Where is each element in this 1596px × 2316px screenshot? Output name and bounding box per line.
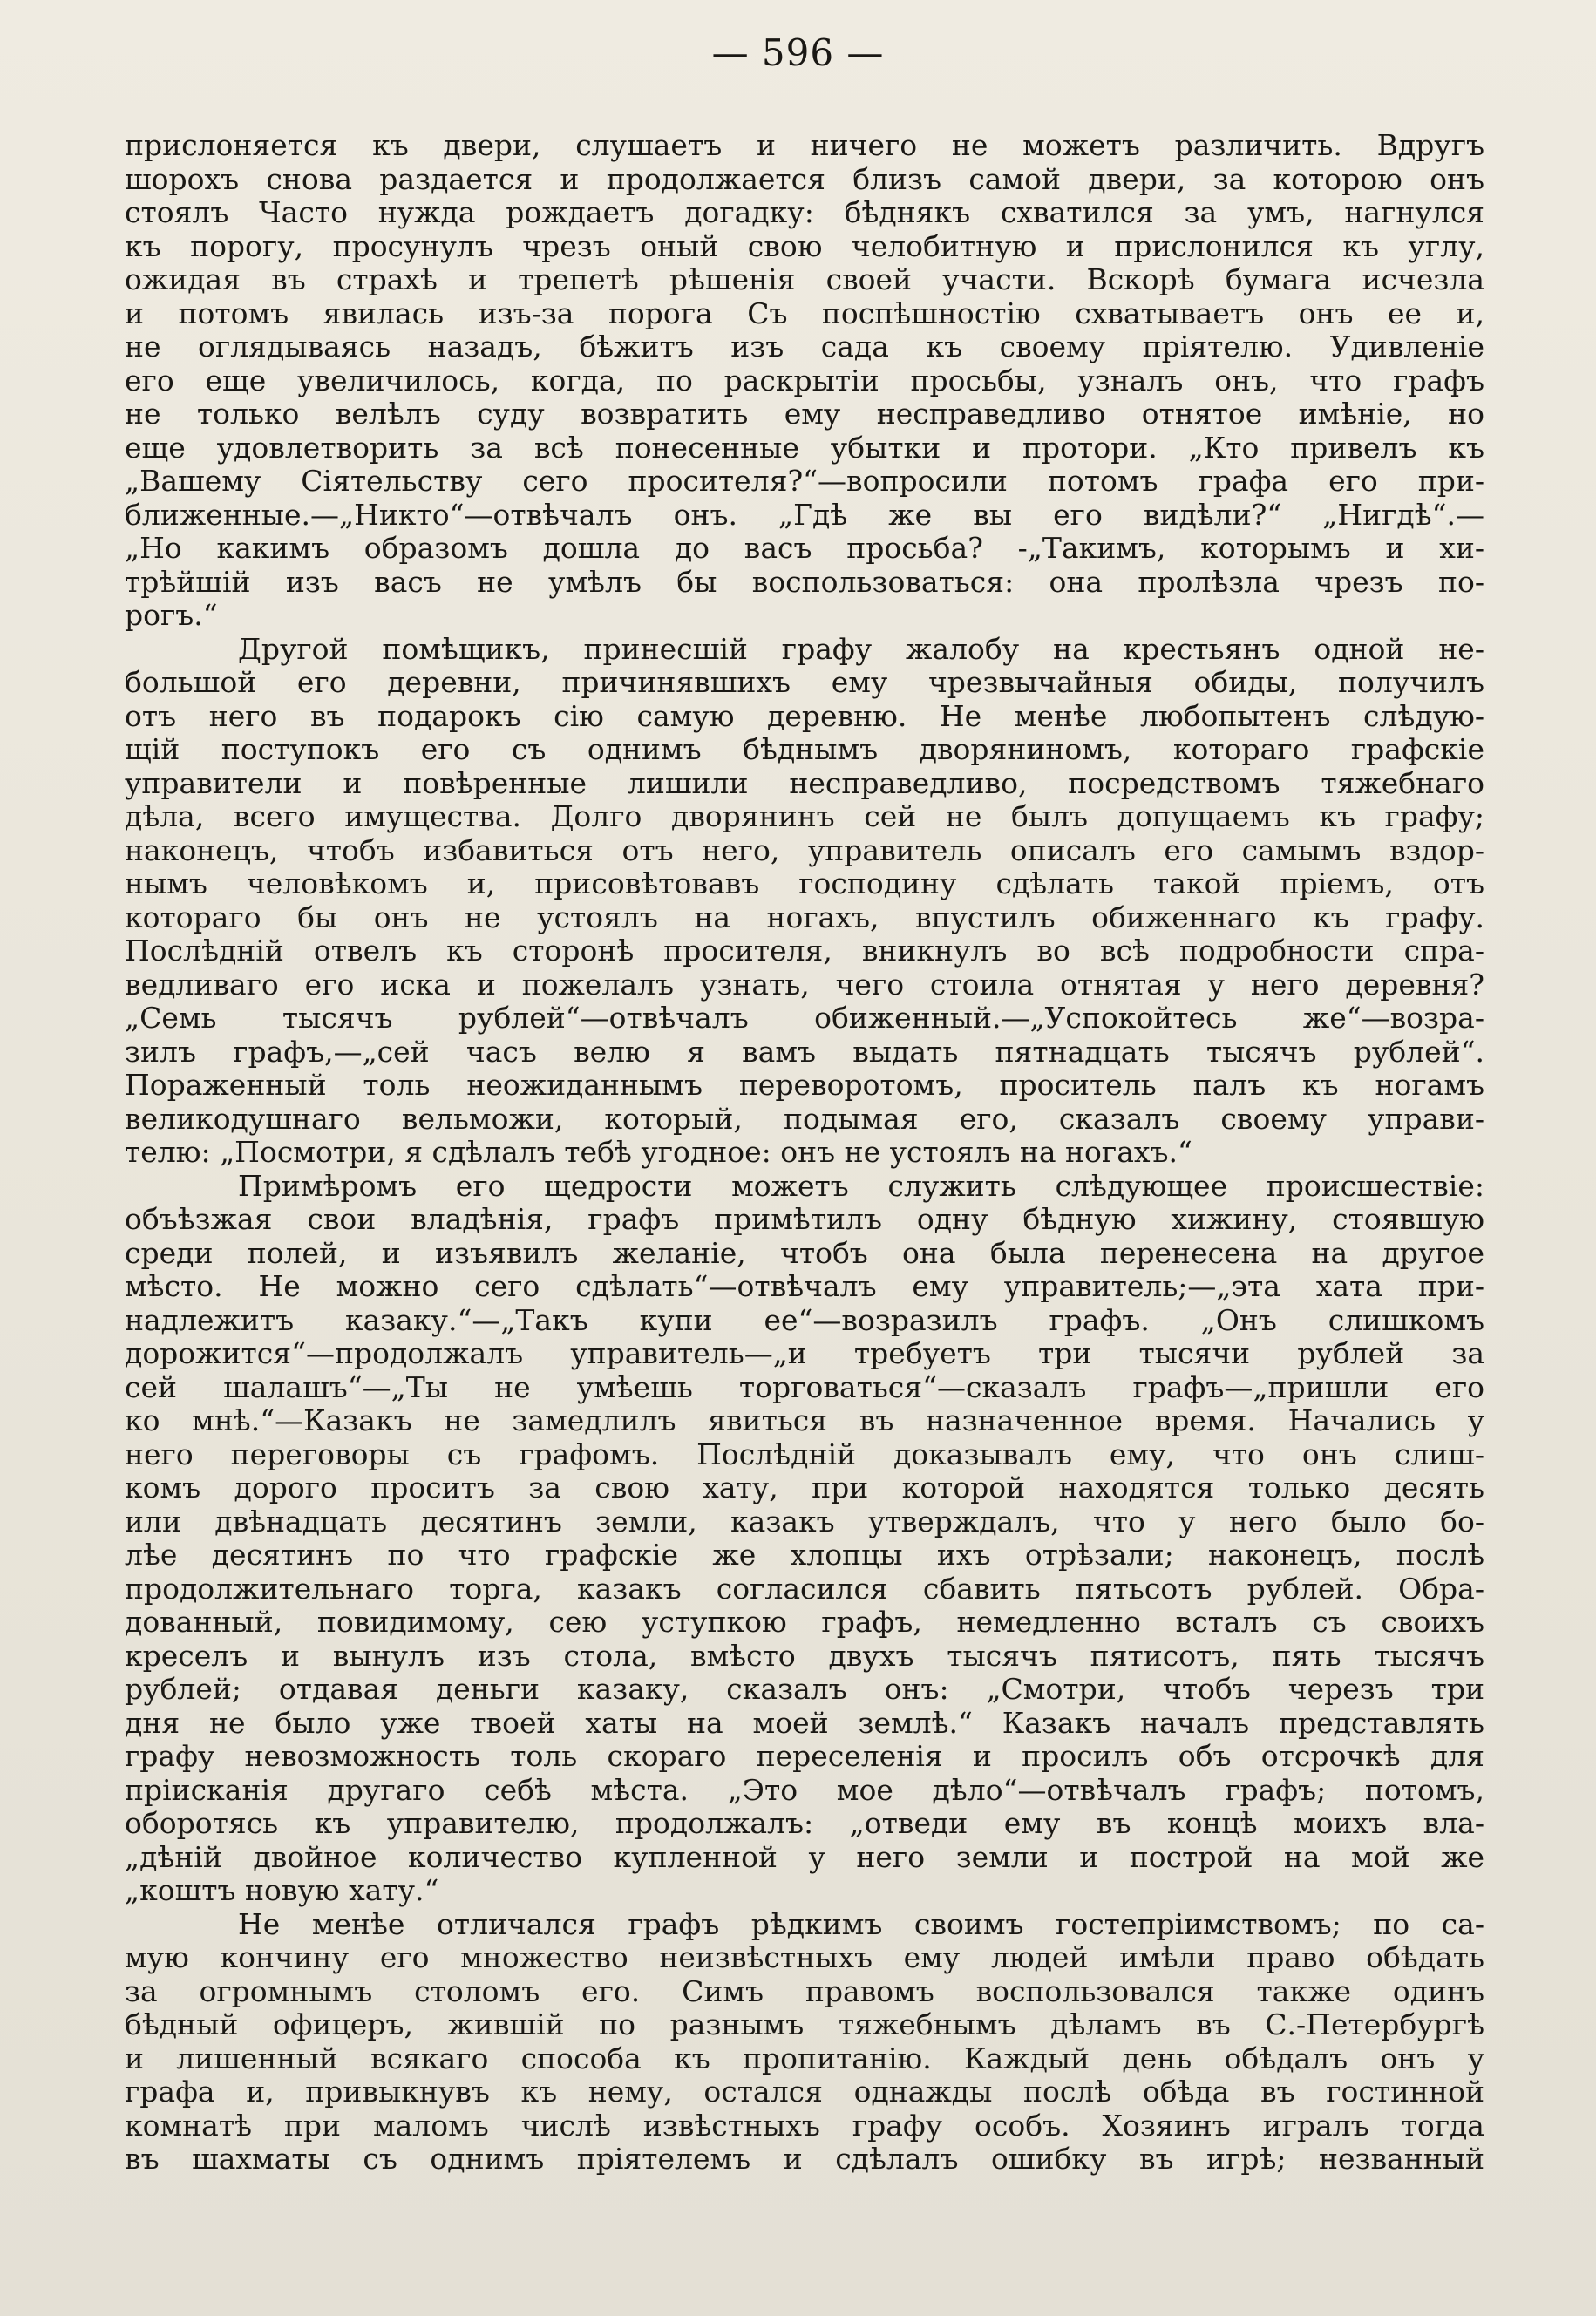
text-line: дѣла, всего имущества. Долго дворянинъ сей не былъ допущаемъ къ графу; <box>125 800 1484 833</box>
text-line: не оглядываясь назадъ, бѣжитъ изъ сада къ своему пріятелю. Удивленіе <box>125 330 1484 363</box>
text-line: рублей; отдавая деньги казаку, сказалъ онъ: „Смотри, чтобъ черезъ три <box>125 1673 1484 1706</box>
text-line: котораго бы онъ не устоялъ на ногахъ, впустилъ обиженнаго къ графу. <box>125 900 1484 934</box>
text-line: и потомъ явилась изъ-за порога Съ поспѣшностію схватываетъ онъ ее и, <box>125 296 1484 330</box>
text-line: пріисканія другаго себѣ мѣста. „Это мое дѣло“—отвѣчалъ графъ; потомъ, <box>125 1773 1484 1807</box>
text-line: или двѣнадцать десятинъ земли, казакъ утверждалъ, что у него было бо- <box>125 1504 1484 1538</box>
text-line: бѣдный офицеръ, жившій по разнымъ тяжебнымъ дѣламъ въ С.-Петербургѣ <box>125 2008 1484 2041</box>
text-line: шорохъ снова раздается и продолжается близъ самой двери, за которою онъ <box>125 162 1484 196</box>
text-line: еще удовлетворить за всѣ понесенные убытки и протори. „Кто привелъ къ <box>125 431 1484 465</box>
text-line: надлежитъ казаку.“—„Такъ купи ее“—возразилъ графъ. „Онъ слишкомъ <box>125 1303 1484 1337</box>
text-line: трѣйшій изъ васъ не умѣлъ бы воспользоваться: она пролѣзла чрезъ по- <box>125 565 1484 599</box>
text-line: прислоняется къ двери, слушаетъ и ничего не можетъ различить. Вдругъ <box>125 129 1484 162</box>
text-line: „Но какимъ образомъ дошла до васъ просьба? -„Такимъ, которымъ и хи- <box>125 532 1484 565</box>
text-line: телю: „Посмотри, я сдѣлалъ тебѣ угодное: онъ не устоялъ на ногахъ.“ <box>125 1136 1192 1169</box>
text-line: Другой помѣщикъ, принесшій графу жалобу на крестьянъ одной не- <box>238 632 1484 666</box>
text-line: „дѣній двойное количество купленной у него земли и построй на мой же <box>125 1840 1484 1874</box>
text-line: „Семь тысячъ рублей“—отвѣчалъ обиженный.—„Успокойтесь же“—возра- <box>125 1002 1484 1035</box>
text-line: наконецъ, чтобъ избавиться отъ него, управитель описалъ его самымъ вздор- <box>125 833 1484 867</box>
text-line: его еще увеличилось, когда, по раскрытіи просьбы, узналъ онъ, что графъ <box>125 363 1484 397</box>
text-line: Примѣромъ его щедрости можетъ служить слѣдующее происшествіе: <box>238 1169 1484 1203</box>
text-line: графу невозможность толь скораго переселенія и просилъ объ отсрочкѣ для <box>125 1740 1484 1773</box>
text-line: Не менѣе отличался графъ рѣдкимъ своимъ гостепріимствомъ; по са- <box>238 1907 1484 1941</box>
text-line: за огромнымъ столомъ его. Симъ правомъ воспользовался также одинъ <box>125 1974 1484 2008</box>
text-line: „коштъ новую хату.“ <box>125 1874 439 1907</box>
text-line: продолжительнаго торга, казакъ согласился сбавить пятьсотъ рублей. Обра- <box>125 1572 1484 1606</box>
text-line: рогъ.“ <box>125 599 218 632</box>
text-line: лѣе десятинъ по что графскіе же хлопцы ихъ отрѣзали; наконецъ, послѣ <box>125 1538 1484 1572</box>
page-number: — 596 — <box>711 31 885 74</box>
text-line: не только велѣлъ суду возвратить ему несправедливо отнятое имѣніе, но <box>125 397 1484 431</box>
text-line: комнатѣ при маломъ числѣ извѣстныхъ графу особъ. Хозяинъ игралъ тогда <box>125 2109 1484 2143</box>
paragraph <box>125 633 1484 1170</box>
text-line: щій поступокъ его съ однимъ бѣднымъ дворяниномъ, котораго графскіе <box>125 733 1484 766</box>
text-line: сей шалашъ“—„Ты не умѣешь торговаться“—сказалъ графъ—„пришли его <box>125 1370 1484 1404</box>
text-line: дованный, повидимому, сею уступкою графъ, немедленно всталъ съ своихъ <box>125 1606 1484 1639</box>
text-line: ведливаго его иска и пожелалъ узнать, чего стоила отнятая у него деревня? <box>125 968 1484 1002</box>
text-line: дорожится“—продолжалъ управитель—„и требуетъ три тысячи рублей за <box>125 1337 1484 1370</box>
text-line: оборотясь къ управителю, продолжалъ: „отведи ему въ концѣ моихъ вла- <box>125 1807 1484 1840</box>
text-line: графа и, привыкнувъ къ нему, остался однажды послѣ обѣда въ гостинной <box>125 2075 1484 2109</box>
text-line: въ шахматы съ однимъ пріятелемъ и сдѣлалъ ошибку въ игрѣ; незванный <box>125 2143 1484 2176</box>
text-line: ближенные.—„Никто“—отвѣчалъ онъ. „Гдѣ же вы его видѣли?“ „Нигдѣ“.— <box>125 498 1484 532</box>
text-line: стоялъ Часто нужда рождаетъ догадку: бѣднякъ схватился за умъ, нагнулся <box>125 196 1484 229</box>
text-line: креселъ и вынулъ изъ стола, вмѣсто двухъ тысячъ пятисотъ, пять тысячъ <box>125 1639 1484 1673</box>
text-line: великодушнаго вельможи, который, подымая его, сказалъ своему управи- <box>125 1102 1484 1136</box>
text-line: ко мнѣ.“—Казакъ не замедлилъ явиться въ назначенное время. Начались у <box>125 1404 1484 1437</box>
text-line: большой его деревни, причинявшихъ ему чрезвычайныя обиды, получилъ <box>125 666 1484 699</box>
paragraph <box>125 1170 1484 1908</box>
text-line: „Вашему Сіятельству сего просителя?“—вопросили потомъ графа его при- <box>125 465 1484 498</box>
text-line: отъ него въ подарокъ сію самую деревню. Не менѣе любопытенъ слѣдую- <box>125 699 1484 733</box>
text-line: ожидая въ страхѣ и трепетѣ рѣшенія своей участи. Вскорѣ бумага исчезла <box>125 263 1484 296</box>
body-text <box>125 129 1484 2177</box>
text-line: и лишенный всякаго способа къ пропитанію. Каждый день обѣдалъ онъ у <box>125 2041 1484 2075</box>
text-line: объѣзжая свои владѣнія, графъ примѣтилъ одну бѣдную хижину, стоявшую <box>125 1203 1484 1236</box>
text-line: среди полей, и изъявилъ желаніе, чтобъ она была перенесена на другое <box>125 1236 1484 1270</box>
text-line: къ порогу, просунулъ чрезъ оный свою челобитную и прислонился къ углу, <box>125 229 1484 263</box>
text-line: мую кончину его множество неизвѣстныхъ ему людей имѣли право обѣдать <box>125 1941 1484 1974</box>
text-line: Послѣдній отвелъ къ сторонѣ просителя, вникнулъ во всѣ подробности спра- <box>125 934 1484 968</box>
text-line: дня не было уже твоей хаты на моей землѣ.“ Казакъ началъ представлять <box>125 1706 1484 1740</box>
paragraph <box>125 129 1484 633</box>
text-line: него переговоры съ графомъ. Послѣдній доказывалъ ему, что онъ слиш- <box>125 1437 1484 1471</box>
text-line: управители и повѣренные лишили несправедливо, посредствомъ тяжебнаго <box>125 766 1484 800</box>
text-line: комъ дорого проситъ за свою хату, при которой находятся только десять <box>125 1471 1484 1504</box>
text-line: нымъ человѣкомъ и, присовѣтовавъ господину сдѣлать такой пріемъ, отъ <box>125 867 1484 900</box>
paragraph <box>125 1908 1484 2177</box>
text-line: Пораженный толь неожиданнымъ переворотомъ, проситель палъ къ ногамъ <box>125 1069 1484 1102</box>
text-line: мѣсто. Не можно сего сдѣлать“—отвѣчалъ ему управитель;—„эта хата при- <box>125 1270 1484 1303</box>
text-line: зилъ графъ,—„сей часъ велю я вамъ выдать пятнадцать тысячъ рублей“. <box>125 1035 1484 1069</box>
